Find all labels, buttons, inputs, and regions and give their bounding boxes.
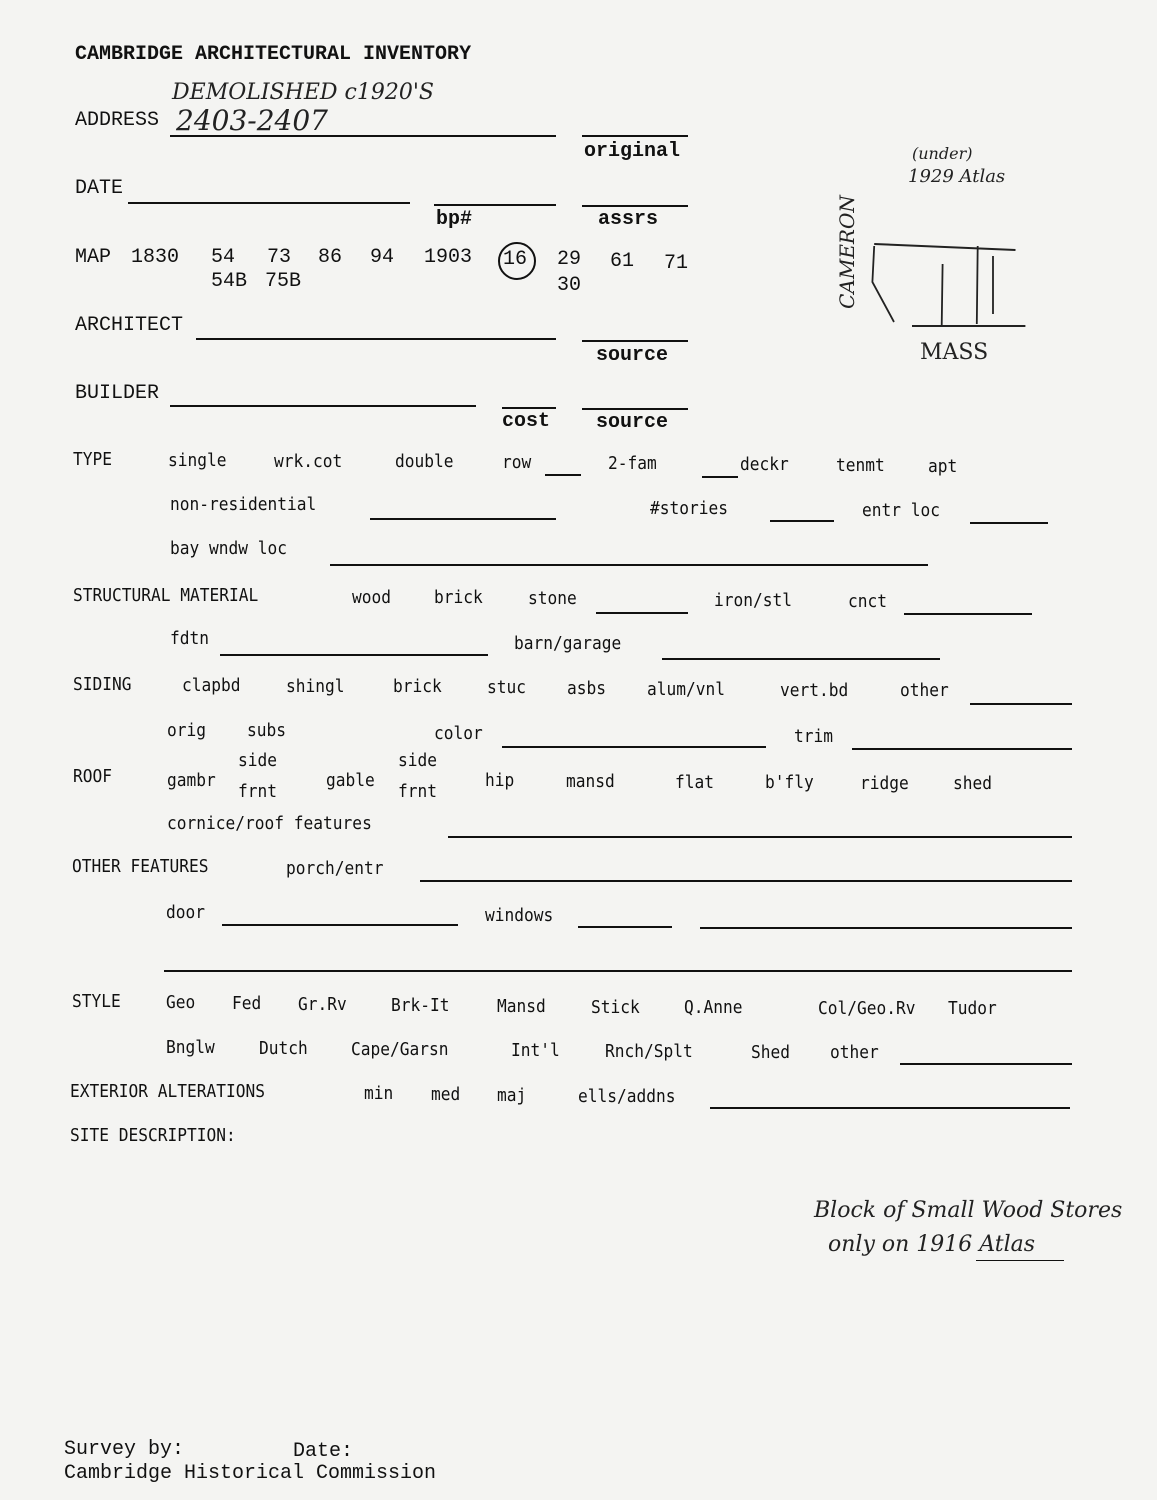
roof-gable-frnt[interactable]: frnt (398, 781, 438, 802)
siding-option[interactable]: brick (393, 676, 442, 697)
sketch-note-under: (under) (912, 144, 973, 163)
type-option[interactable]: row (502, 452, 532, 473)
atlas-underline (976, 1260, 1064, 1261)
map-year[interactable]: 29 (557, 248, 582, 271)
cost-line[interactable] (502, 407, 556, 409)
demolished-note: DEMOLISHED c1920'S (172, 80, 434, 105)
cornice-label: cornice/roof features (167, 813, 372, 834)
map-year[interactable]: 73 (267, 246, 292, 269)
trim-label: trim (794, 726, 834, 747)
original-line (582, 135, 688, 137)
cost-label: cost (502, 410, 551, 433)
architect-label: ARCHITECT (75, 314, 184, 337)
roof-gable-option[interactable]: gable (326, 770, 375, 791)
roof-option[interactable]: flat (675, 772, 715, 793)
date-line[interactable] (128, 202, 410, 204)
map-year[interactable]: 61 (610, 250, 635, 273)
windows-line[interactable] (578, 926, 672, 928)
architect-source-line[interactable] (582, 340, 688, 342)
stone-line[interactable] (596, 612, 688, 614)
ext-alt-option[interactable]: med (431, 1084, 461, 1105)
original-label: original (584, 140, 681, 163)
bay-wndw-label: bay wndw loc (170, 538, 288, 559)
roof-option[interactable]: hip (485, 770, 515, 791)
structural-label: STRUCTURAL MATERIAL (73, 585, 259, 606)
non-residential-line[interactable] (370, 518, 556, 520)
cornice-line[interactable] (448, 836, 1072, 838)
siding-option[interactable]: other (900, 680, 949, 701)
type-option[interactable]: single (168, 450, 227, 471)
barn-label: barn/garage (514, 633, 622, 654)
ext-alt-option[interactable]: ells/addns (578, 1086, 676, 1107)
site-note-line1: Block of Small Wood Stores (814, 1198, 1123, 1223)
style-option[interactable]: Fed (232, 993, 262, 1014)
address-label: ADDRESS (75, 109, 160, 132)
address-value[interactable]: 2403-2407 (176, 104, 328, 137)
fdtn-line[interactable] (220, 654, 488, 656)
cnct-line[interactable] (904, 613, 1032, 615)
structural-option[interactable]: brick (434, 587, 483, 608)
style-option[interactable]: Gr.Rv (298, 994, 347, 1015)
porch-label: porch/entr (286, 858, 384, 879)
map-year[interactable]: 1903 (424, 246, 473, 269)
structural-option[interactable]: cnct (848, 591, 888, 612)
structural-option[interactable]: stone (528, 588, 577, 609)
style-option[interactable]: Mansd (497, 996, 546, 1017)
map-year[interactable]: 71 (664, 252, 689, 275)
site-description-label: SITE DESCRIPTION: (70, 1125, 236, 1146)
map-year[interactable]: 94 (370, 246, 395, 269)
bay-wndw-line[interactable] (330, 564, 928, 566)
map-year[interactable]: 54B (211, 270, 248, 293)
style-option[interactable]: Col/Geo.Rv (818, 998, 916, 1019)
siding-option[interactable]: clapbd (182, 675, 241, 696)
sketch-note-atlas: 1929 Atlas (908, 166, 1006, 187)
siding-option[interactable]: shingl (286, 676, 345, 697)
style-option[interactable]: Bnglw (166, 1037, 215, 1058)
fdtn-label: fdtn (170, 628, 210, 649)
assrs-label: assrs (598, 208, 659, 231)
trim-line[interactable] (852, 748, 1072, 750)
type-option[interactable]: double (395, 451, 454, 472)
style-option[interactable]: Geo (166, 992, 196, 1013)
ext-alt-label: EXTERIOR ALTERATIONS (70, 1081, 266, 1102)
style-option[interactable]: Dutch (259, 1038, 308, 1059)
style-option[interactable]: Q.Anne (684, 997, 743, 1018)
other-features-extra-line[interactable] (164, 970, 1072, 972)
door-label: door (166, 902, 206, 923)
builder-label: BUILDER (75, 382, 160, 405)
roof-option[interactable]: shed (953, 773, 993, 794)
roof-gable-side[interactable]: side (398, 750, 438, 771)
map-year[interactable]: 1830 (131, 246, 180, 269)
non-residential-label: non-residential (170, 494, 317, 515)
survey-by-label: Survey by: (64, 1438, 185, 1461)
structural-option[interactable]: wood (352, 587, 392, 608)
entr-loc-label: entr loc (862, 500, 941, 521)
siding-option[interactable]: vert.bd (780, 680, 849, 701)
style-other-line[interactable] (900, 1063, 1072, 1065)
builder-line[interactable] (170, 405, 476, 407)
sketch-lines (872, 244, 1025, 326)
type-option[interactable]: deckr (740, 454, 789, 475)
type-option[interactable]: apt (928, 456, 958, 477)
bp-label: bp# (436, 208, 473, 231)
style-option[interactable]: Stick (591, 997, 640, 1018)
style-option[interactable]: Rnch/Splt (605, 1041, 693, 1062)
row-line[interactable] (545, 474, 581, 476)
windows-label: windows (485, 905, 554, 926)
architect-line[interactable] (196, 338, 556, 340)
sketch-street-mass: MASS (920, 340, 989, 365)
bp-line[interactable] (434, 204, 556, 206)
orig-option[interactable]: orig (167, 720, 207, 741)
map-year-selected[interactable]: 16 (503, 248, 528, 271)
style-option[interactable]: Int'l (511, 1040, 560, 1061)
siding-option[interactable]: asbs (567, 678, 607, 699)
type-option[interactable]: wrk.cot (274, 451, 343, 472)
map-year[interactable]: 54 (211, 246, 236, 269)
survey-date-label: Date: (293, 1440, 354, 1463)
style-option[interactable]: Tudor (948, 998, 997, 1019)
siding-other-line[interactable] (970, 703, 1072, 705)
address-line (170, 135, 556, 137)
site-note-line2: only on 1916 Atlas (828, 1232, 1036, 1257)
ext-alt-option[interactable]: min (364, 1083, 394, 1104)
siding-option[interactable]: alum/vnl (647, 679, 726, 700)
entr-loc-line[interactable] (970, 522, 1048, 524)
stories-line[interactable] (770, 520, 834, 522)
map-year[interactable]: 30 (557, 274, 582, 297)
other-features-label: OTHER FEATURES (72, 856, 209, 877)
sketch-street-cameron: CAMERON (834, 195, 859, 309)
deckr-line[interactable] (702, 476, 738, 478)
door-line[interactable] (222, 924, 458, 926)
map-year[interactable]: 75B (265, 270, 302, 293)
commission-name: Cambridge Historical Commission (64, 1462, 437, 1485)
roof-option[interactable]: ridge (860, 773, 909, 794)
style-label: STYLE (72, 991, 121, 1012)
siding-label: SIDING (73, 674, 132, 695)
roof-label: ROOF (73, 766, 113, 787)
ext-alt-option[interactable]: maj (497, 1085, 527, 1106)
barn-line[interactable] (662, 658, 940, 660)
builder-source-label: source (596, 411, 669, 434)
porch-line[interactable] (420, 880, 1072, 882)
windows-extra-line[interactable] (700, 927, 1072, 929)
roof-option[interactable]: b'fly (765, 772, 814, 793)
color-label: color (434, 723, 483, 744)
roof-gambr-side[interactable]: side (238, 750, 278, 771)
ells-addns-line[interactable] (710, 1107, 1070, 1109)
map-year[interactable]: 86 (318, 246, 343, 269)
building-sketch (860, 230, 1030, 340)
map-label: MAP (75, 246, 112, 269)
siding-option[interactable]: stuc (487, 677, 527, 698)
type-option[interactable]: 2-fam (608, 453, 657, 474)
type-option[interactable]: tenmt (836, 455, 885, 476)
subs-option[interactable]: subs (247, 720, 287, 741)
style-option[interactable]: Brk-It (391, 995, 450, 1016)
form-title: CAMBRIDGE ARCHITECTURAL INVENTORY (75, 43, 472, 66)
builder-source-line[interactable] (582, 408, 688, 410)
style-option[interactable]: Shed (751, 1042, 791, 1063)
date-label: DATE (75, 177, 124, 200)
structural-option[interactable]: iron/stl (714, 590, 793, 611)
roof-gambr-option[interactable]: gambr (167, 770, 216, 791)
style-option[interactable]: other (830, 1042, 879, 1063)
roof-gambr-frnt[interactable]: frnt (238, 781, 278, 802)
type-label: TYPE (73, 449, 113, 470)
architect-source-label: source (596, 344, 669, 367)
style-option[interactable]: Cape/Garsn (351, 1039, 449, 1060)
assrs-line[interactable] (582, 205, 688, 207)
color-line[interactable] (502, 746, 766, 748)
stories-label: #stories (650, 498, 729, 519)
roof-option[interactable]: mansd (566, 771, 615, 792)
